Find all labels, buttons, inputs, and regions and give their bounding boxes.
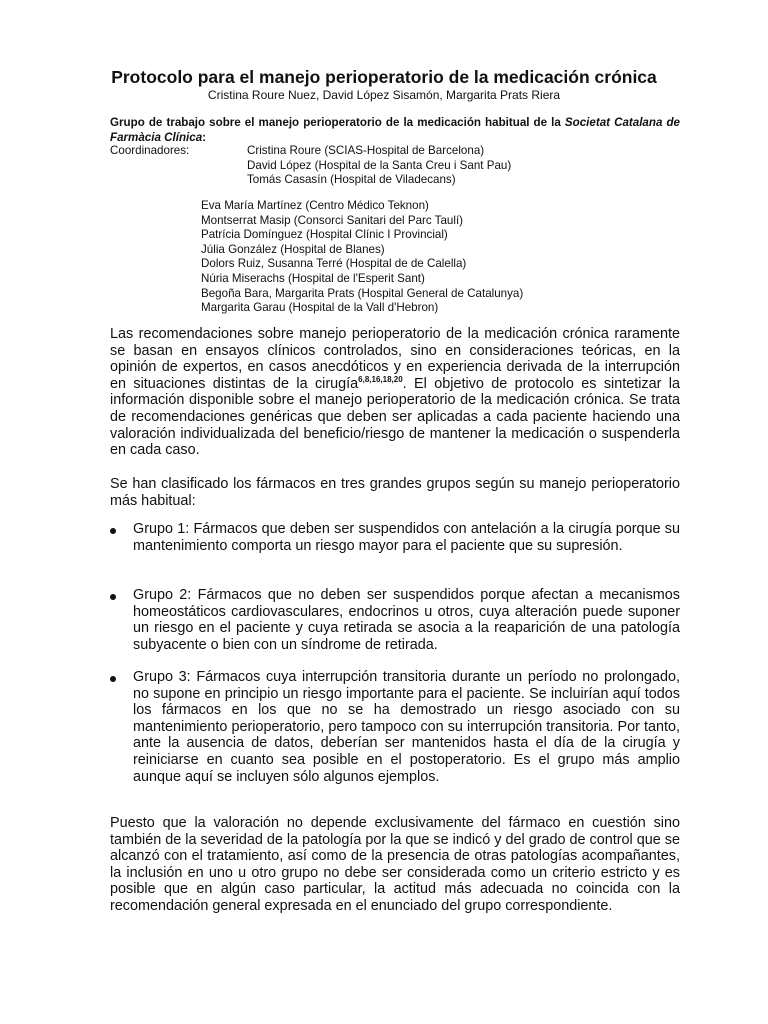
member-name: Júlia González (Hospital de Blanes)	[201, 242, 385, 256]
coordinator-name: Cristina Roure (SCIAS-Hospital de Barcelona)	[247, 144, 485, 157]
intro-paragraph	[110, 326, 680, 459]
member-name: Dolors Ruiz, Susanna Terré (Hospital de de Calella)	[201, 257, 467, 271]
closing-paragraph: Puesto que la valoración no depende exclusivamente del fármaco en cuestión sino también de la severidad de la patología por la que se indicó y del grado de control que se alcanzó con el tratamiento, así como de la presencia de otras patologías acompañantes, la inclusión en uno u otro grupo no debe ser considerada como un criterio estricto y es posible que en algún caso particular, la actitud más adecuada no coincida con la recomendación general expresada en el enunciado del grupo correspondiente.	[110, 815, 680, 914]
working-group-colon: :	[202, 130, 207, 144]
member-name: Eva María Martínez (Centro Médico Teknon)	[201, 199, 429, 212]
coordinators-label: Coordinadores:	[110, 144, 190, 157]
working-group-text: Grupo de trabajo sobre el manejo perioperatorio de la medicación habitual de la	[110, 116, 565, 129]
coordinator-name: David López (Hospital de la Santa Creu i Sant Pau)	[247, 158, 512, 172]
working-group-heading	[110, 116, 680, 145]
member-name: Núria Miserachs (Hospital de l'Esperit Sant)	[201, 271, 425, 285]
member-name: Montserrat Masip (Consorci Sanitari del Parc Taulí)	[201, 213, 464, 227]
document-title: Protocolo para el manejo perioperatorio de la medicación crónica	[111, 67, 657, 87]
society-name: Societat Catalana de Farmàcia Clínica	[110, 116, 681, 144]
coordinators-list	[247, 144, 511, 188]
group-2-item: Grupo 2: Fármacos que no deben ser suspendidos porque afectan a mecanismos homeostáticos cardiovasculares, endocrinos u otros, cuya alteración puede suponer un riesgo en el paciente y cuya retirada se asocia a la reaparición de una patología subyacente o bien con un síndrome de retirada.	[133, 587, 680, 653]
member-name: Begoña Bara, Margarita Prats (Hospital General de Catalunya)	[201, 286, 524, 300]
group-3-item: Grupo 3: Fármacos cuya interrupción transitoria durante un período no prolongado, no supone en principio un riesgo importante para el paciente. Se incluirían aquí todos los fármacos en los que no se ha demostrado un riesgo asociado con su mantenimiento perioperatorio, pero tampoco con su interrupción transitoria. Por tanto, ante la ausencia de datos, deberían ser mantenidos hasta el día de la cirugía y reiniciarse en cuanto sea posible en el postoperatorio. Es el grupo más amplio aunque aquí se incluyen sólo algunos ejemplos.	[133, 669, 680, 785]
bullet-icon	[110, 528, 116, 534]
classification-paragraph: Se han clasificado los fármacos en tres grandes grupos según su manejo perioperatorio más habitual:	[110, 476, 680, 509]
members-list	[201, 199, 681, 316]
intro-text-continued: . El objetivo de protocolo es sintetizar la información disponible sobre el manejo perioperatorio de la medicación crónica. Se trata de recomendaciones genéricas que deben ser aplicadas a cada paciente haciendo una valoración individualizada del beneficio/riesgo de mantener la medicación o suspenderla en cada caso.	[110, 375, 680, 459]
group-1-item: Grupo 1: Fármacos que deben ser suspendidos con antelación a la cirugía porque su mantenimiento comporta un riesgo mayor para el paciente que su supresión.	[133, 521, 680, 554]
member-name: Margarita Garau (Hospital de la Vall d'Hebron)	[201, 301, 439, 315]
intro-text: Las recomendaciones sobre manejo perioperatorio de la medicación crónica raramente se basan en ensayos clínicos controlados, sino en consideraciones teóricas, en la opinión de expertos, en casos anecdóticos y en experiencia derivada de la interrupción en situaciones distintas de la cirugía	[110, 326, 680, 392]
coordinator-name: Tomás Casasín (Hospital de Viladecans)	[247, 173, 456, 187]
bullet-icon	[110, 676, 116, 682]
member-name: Patrícia Domínguez (Hospital Clínic I Provincial)	[201, 228, 448, 242]
reference-superscript: 6,8,16,18,20	[358, 374, 403, 384]
bullet-icon	[110, 594, 116, 600]
document-authors: Cristina Roure Nuez, David López Sisamón, Margarita Prats Riera	[207, 88, 561, 102]
